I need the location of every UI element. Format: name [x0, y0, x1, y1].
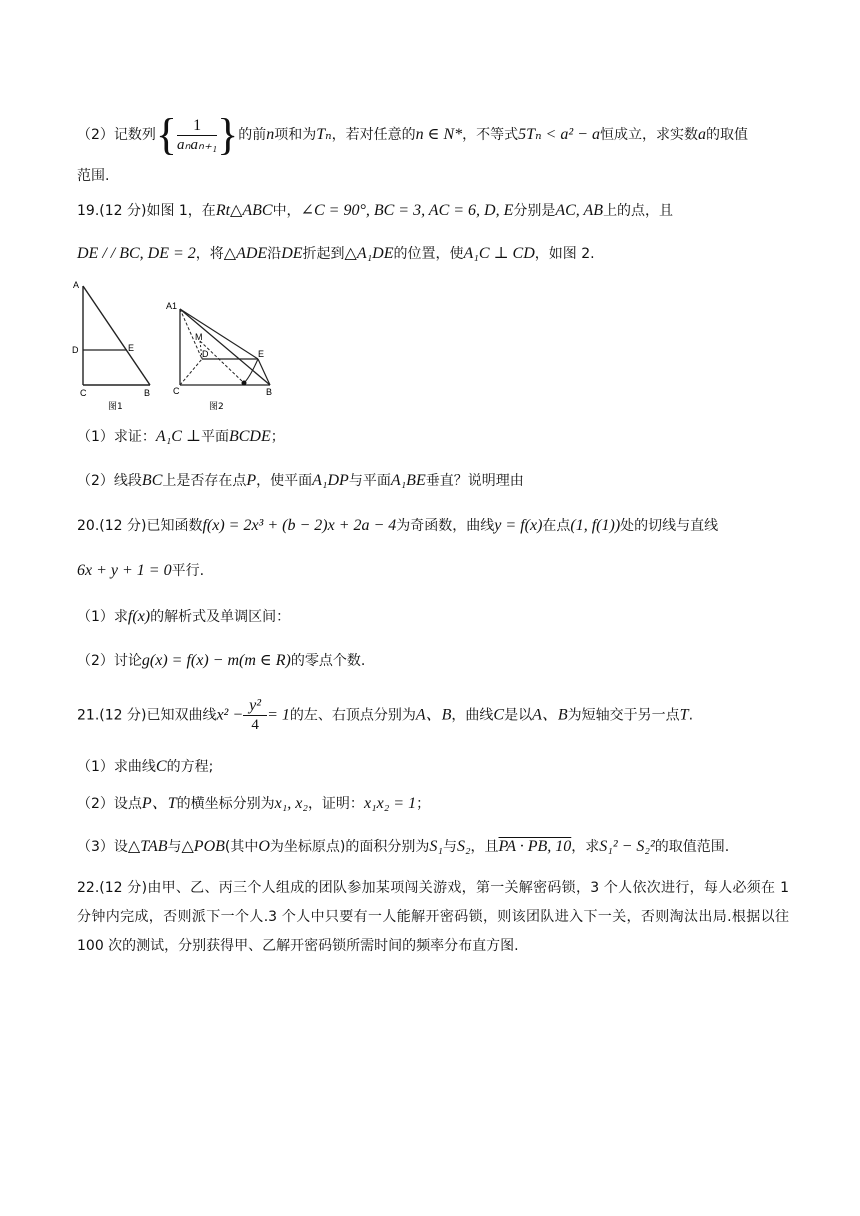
- math: T: [679, 706, 689, 724]
- label-b: B: [144, 388, 151, 398]
- math: = 1: [267, 706, 290, 724]
- math: △POB: [181, 838, 225, 855]
- math: AC, AB: [555, 202, 604, 219]
- math: Tₙ: [316, 126, 332, 143]
- text: 的零点个数.: [290, 653, 366, 669]
- text: （2）线段: [77, 473, 142, 489]
- math: O: [258, 838, 270, 855]
- text: 21.(12 分)已知双曲线: [77, 707, 217, 724]
- edge-a1b: [180, 309, 270, 385]
- left-brace: {: [155, 110, 178, 159]
- edge-a1e: [180, 309, 258, 359]
- q21-line1: [77, 697, 693, 734]
- text: 的解析式及单调区间：: [150, 609, 291, 625]
- text: 为坐标原点)的面积分别为: [269, 839, 430, 855]
- q20-part1: [77, 607, 290, 627]
- text: ，使平面: [256, 473, 313, 489]
- math: A₁C ⊥ CD: [463, 245, 535, 262]
- text: 的左、右顶点分别为: [289, 707, 416, 724]
- q22-paragraph: 22.(12 分)由甲、乙、丙三个人组成的团队参加某项闯关游戏，第一关解密码锁，3 个人依次进行，每人必须在 1 分钟内完成，否则派下一个人.3 个人中只要有一人能解开密码锁，则该团队进入下一关，否则淘汰出局.根据以往 100 次的测试，分别获得甲、乙解开密码锁所需时间的频率分布直方图.: [77, 880, 789, 954]
- figure-1-caption: 图1: [108, 402, 123, 412]
- math: x₁x₂ = 1: [363, 795, 417, 812]
- math: △TAB: [127, 838, 168, 855]
- text: 的前: [238, 127, 267, 143]
- math: DE / / BC, DE = 2: [77, 245, 196, 262]
- label-m: M: [195, 332, 203, 342]
- q19-line1: [77, 201, 673, 221]
- label-d: D: [72, 345, 79, 355]
- text: 20.(12 分)已知函数: [77, 518, 203, 534]
- text: 的取值范围.: [654, 839, 730, 855]
- text: 平行.: [171, 563, 205, 579]
- text: ，且: [470, 839, 499, 855]
- q21-part1: [77, 757, 213, 777]
- side-ab: [83, 286, 150, 385]
- math: P、T: [141, 795, 177, 812]
- text: 与: [442, 839, 457, 855]
- math: C: [493, 706, 505, 724]
- text: 项和为: [274, 127, 317, 143]
- q21-part2: [77, 794, 430, 814]
- math: f(x) = 2x³ + (b − 2)x + 2a − 4: [202, 517, 397, 534]
- text: 上的点，且: [603, 203, 674, 219]
- text: （2）讨论: [77, 653, 142, 669]
- text: ，曲线: [451, 707, 494, 724]
- math: n: [266, 126, 275, 143]
- text: （3）设: [77, 839, 128, 855]
- math: S₁² − S₂²: [599, 838, 655, 855]
- text: .: [688, 707, 694, 724]
- math: f(x): [127, 608, 151, 625]
- text: 是以: [504, 707, 533, 724]
- text: 与平面: [348, 473, 391, 489]
- fraction-denominator: aₙaₙ₊₁: [177, 136, 218, 153]
- text: ，证明：: [307, 796, 364, 812]
- text: （1）求: [77, 609, 128, 625]
- math: PA · PB, 10: [498, 838, 572, 855]
- math: 5Tₙ < a² − a: [518, 126, 600, 143]
- text: 的位置，使: [393, 246, 464, 262]
- edge-mp: [200, 341, 244, 383]
- math: S₁: [429, 838, 443, 855]
- text: 中，: [272, 203, 301, 219]
- text: 平面: [200, 429, 229, 445]
- math: BCDE: [228, 428, 271, 445]
- math: DE: [281, 245, 303, 262]
- label-a: A: [73, 280, 80, 290]
- math: A、B: [532, 706, 568, 724]
- hyperbola-fraction: [243, 697, 267, 734]
- math: ∠C = 90°, BC = 3, AC = 6, D, E: [300, 202, 514, 219]
- figure-1-triangle: [70, 278, 160, 413]
- text: 分别是: [513, 203, 556, 219]
- math: a: [697, 126, 706, 143]
- text: （1）求证：: [77, 429, 156, 445]
- text: (其中: [224, 839, 259, 855]
- text: ，不等式: [462, 127, 519, 143]
- text: 沿: [267, 246, 282, 262]
- text: 为奇函数，曲线: [396, 518, 495, 534]
- text: 的横坐标分别为: [176, 796, 275, 812]
- label-e: E: [258, 349, 265, 359]
- text: （2）设点: [77, 796, 142, 812]
- q19-part1: [77, 427, 285, 447]
- math: A₁BE: [390, 472, 426, 489]
- math: Rt△ABC: [215, 202, 273, 219]
- math: P: [246, 472, 257, 489]
- text: 恒成立，求实数: [599, 127, 698, 143]
- text: 与: [167, 839, 182, 855]
- math: (1, f(1)): [570, 517, 621, 534]
- math: n ∈ N*: [415, 126, 463, 143]
- point-p: [242, 381, 247, 386]
- q20-line1: [77, 516, 718, 536]
- figure-2-caption: 图2: [209, 402, 224, 412]
- math: A、B: [415, 706, 452, 724]
- text: 的方程;: [166, 759, 214, 775]
- text: ；: [416, 796, 431, 812]
- q19-part2: [77, 471, 524, 491]
- math: x² −: [216, 706, 244, 724]
- math: △A₁DE: [344, 245, 394, 262]
- math: y = f(x): [494, 517, 543, 534]
- edge-eb: [258, 359, 270, 385]
- right-brace: }: [217, 110, 239, 159]
- text: 的取值: [705, 127, 748, 143]
- q19-line2: [77, 244, 595, 264]
- text: 上是否存在点: [162, 473, 247, 489]
- text: （2）记数列: [77, 127, 156, 143]
- q21-part3: [77, 837, 729, 857]
- text: ，若对任意的: [331, 127, 416, 143]
- math: 6x + y + 1 = 0: [77, 562, 172, 579]
- text: 在点: [542, 518, 571, 534]
- text: 19.(12 分)如图 1，在: [77, 203, 216, 219]
- math: A₁DP: [312, 472, 349, 489]
- q18-part2-line2: 范围.: [77, 168, 110, 184]
- text: ，将: [195, 246, 224, 262]
- edge-cd-dashed: [180, 359, 202, 385]
- math: x₁, x₂: [274, 795, 308, 812]
- label-a1: A1: [166, 301, 178, 311]
- label-d: D: [202, 349, 209, 359]
- label-b: B: [266, 387, 273, 397]
- curve-ep: [244, 359, 258, 383]
- text: 折起到: [302, 246, 345, 262]
- q18-part2-line1: [77, 110, 748, 159]
- figure-2-folded: [162, 297, 282, 415]
- fraction-denominator: 4: [251, 717, 259, 733]
- math: S₂: [456, 838, 471, 855]
- label-c: C: [80, 388, 87, 398]
- sequence-fraction: [177, 117, 217, 154]
- text: 垂直？说明理由: [425, 473, 524, 489]
- math: g(x) = f(x) − m(m ∈ R): [141, 652, 291, 669]
- label-c: C: [173, 386, 180, 396]
- math: A₁C ⊥: [155, 428, 201, 445]
- math: C: [155, 758, 167, 775]
- math: BC: [141, 472, 163, 489]
- text: ，如图 2.: [534, 246, 595, 262]
- fraction-numerator: y²: [243, 697, 267, 716]
- q20-part2: [77, 651, 365, 671]
- q20-line2: [77, 561, 204, 581]
- text: ；: [270, 429, 285, 445]
- text: ，求: [571, 839, 600, 855]
- text: 为短轴交于另一点: [567, 707, 680, 724]
- label-e: E: [128, 343, 135, 353]
- math: △ADE: [223, 245, 268, 262]
- fraction-numerator: 1: [177, 117, 217, 136]
- text: 处的切线与直线: [620, 518, 719, 534]
- text: （1）求曲线: [77, 759, 156, 775]
